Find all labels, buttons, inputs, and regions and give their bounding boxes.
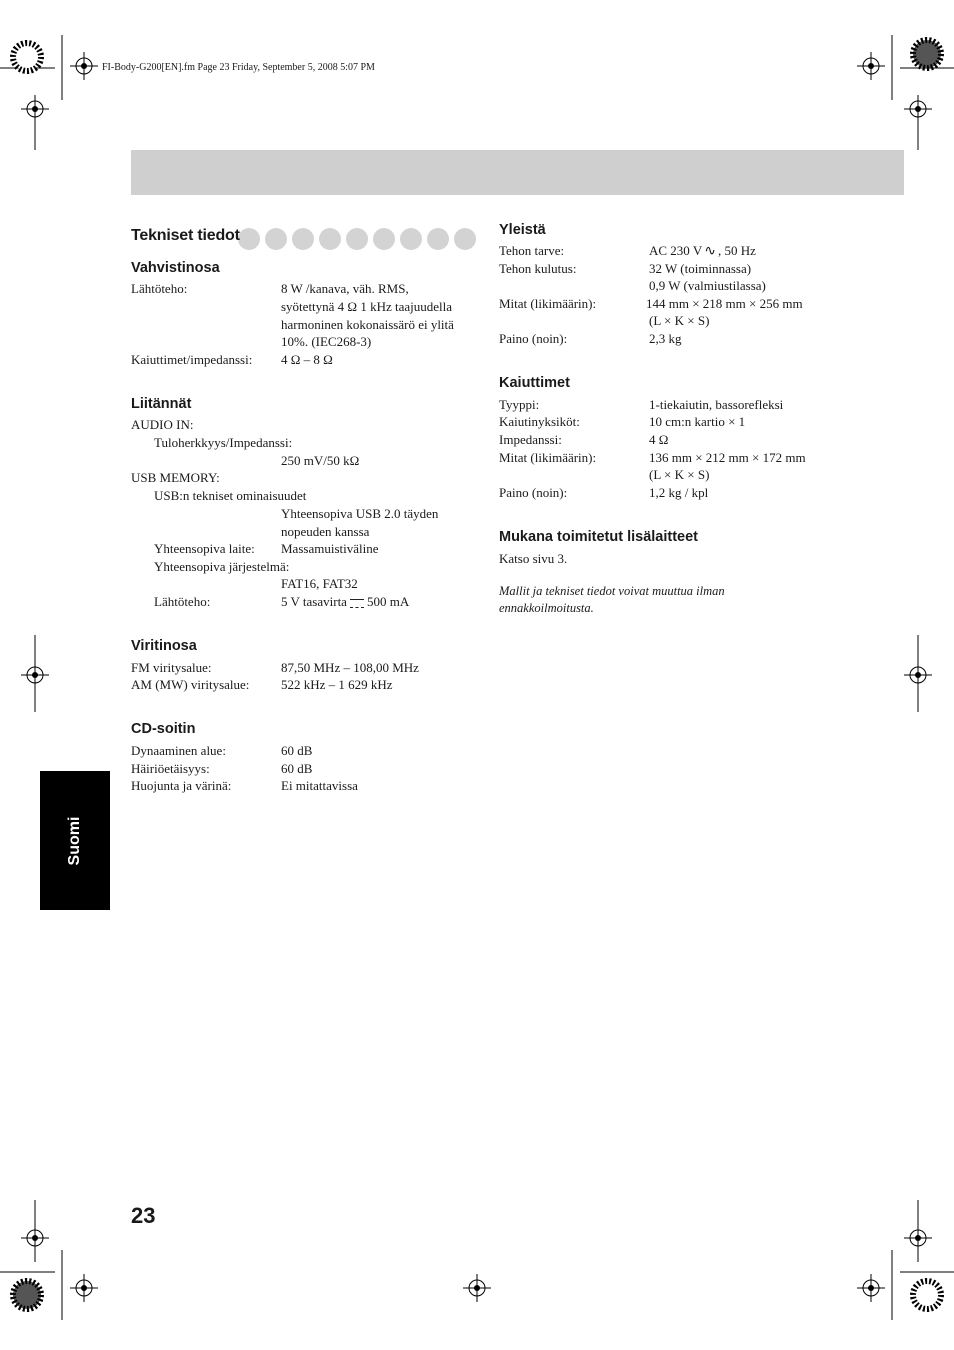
decor-dot [292,228,314,250]
header-band [131,150,904,195]
spec-value: 136 mm × 212 mm × 172 mm [649,450,806,465]
spec-value: 4 Ω [649,432,669,447]
spec-value: 32 W (toiminnassa) [649,261,752,276]
power-value-b: , 50 Hz [717,243,756,258]
heading-cd: CD-soitin [131,721,196,737]
spec-value: syötettynä 4 Ω 1 kHz taajuudella [281,299,453,314]
usb-spec-label: USB:n tekniset ominaisuudet [154,488,307,503]
spec-value: 10 cm:n kartio × 1 [649,414,746,429]
spec-label: Impedanssi: [499,432,562,447]
spec-label: Mitat (likimäärin): [499,296,597,311]
page-number: 23 [131,1203,156,1228]
tulo-value: 250 mV/50 kΩ [281,453,360,468]
usb-spec-value: nopeuden kanssa [281,524,370,539]
audio-in-label: AUDIO IN: [131,417,194,432]
note-line: ennakkoilmoitusta. [499,600,594,615]
fs-value: FAT16, FAT32 [281,576,358,591]
disclaimer-note [499,583,799,616]
spec-value: 87,50 MHz – 108,00 MHz [281,660,419,675]
spec-value: 1,2 kg / kpl [649,485,709,500]
spec-label: Paino (noin): [499,331,568,346]
decor-dot [346,228,368,250]
out-value [281,593,409,611]
language-tab-label: Suomi [66,816,83,865]
heading-mukana: Mukana toimitetut lisälaitteet [499,529,699,545]
spec-label: Kaiuttimet/impedanssi: [131,352,253,367]
spec-value: (L × K × S) [649,467,710,482]
spec-label: AM (MW) viritysalue: [131,677,250,692]
spec-value: 144 mm × 218 mm × 256 mm [646,296,803,311]
spec-value: Ei mitattavissa [281,778,358,793]
power-value-a: AC 230 V [649,243,703,258]
device-label: Yhteensopiva laite: [154,541,255,556]
out-value-a: 5 V tasavirta [281,594,347,609]
file-info-header: FI-Body-G200[EN].fm Page 23 Friday, September 5, 2008 5:07 PM [102,62,375,73]
spec-label: Huojunta ja värinä: [131,778,232,793]
spec-value: (L × K × S) [649,313,710,328]
ac-symbol-icon: ∿ [704,244,716,259]
spec-label: Häiriöetäisyys: [131,761,210,776]
spec-label: Tehon tarve: [499,243,565,258]
spec-value: harmoninen kokonaissärö ei ylitä [281,317,454,332]
heading-viritinosa: Viritinosa [131,638,197,654]
decor-dot [265,228,287,250]
spec-value: 1-tiekaiutin, bassorefleksi [649,397,784,412]
spec-value: 10%. (IEC268-3) [281,334,372,349]
decor-dot [427,228,449,250]
spec-label: Mitat (likimäärin): [499,450,597,465]
decor-dot [400,228,422,250]
heading-liitannat: Liitännät [131,396,192,412]
mukana-text: Katso sivu 3. [499,551,568,566]
out-value-b: 500 mA [366,594,410,609]
page-title: Tekniset tiedot [131,227,240,244]
heading-vahvistinosa: Vahvistinosa [131,260,220,276]
device-value: Massamuistiväline [281,541,379,556]
title-dots [238,228,476,250]
spec-label: Kaiutinyksiköt: [499,414,580,429]
spec-value: 60 dB [281,743,313,758]
dc-symbol-icon [350,599,364,608]
spec-value: 8 W /kanava, väh. RMS, [281,281,409,296]
fs-label: Yhteensopiva järjestelmä: [154,559,290,574]
spec-label: Tyyppi: [499,397,540,412]
spec-value: 4 Ω – 8 Ω [281,352,333,367]
heading-kaiuttimet: Kaiuttimet [499,375,570,391]
title-row [131,227,240,245]
spec-label: Dynaaminen alue: [131,743,226,758]
spec-label: Lähtöteho: [131,281,188,296]
spec-label: Paino (noin): [499,485,568,500]
out-label: Lähtöteho: [154,594,211,609]
spec-label: FM viritysalue: [131,660,212,675]
spec-value [649,242,756,261]
decor-dot [454,228,476,250]
spec-value: 0,9 W (valmiustilassa) [649,278,766,293]
decor-dot [373,228,395,250]
spec-value: 60 dB [281,761,313,776]
spec-label: Tehon kulutus: [499,261,577,276]
spec-value: 2,3 kg [649,331,682,346]
note-line: Mallit ja tekniset tiedot voivat muuttua ilman [499,584,725,598]
decor-dot [238,228,260,250]
decor-dot [319,228,341,250]
language-tab [40,771,110,910]
spec-value: 522 kHz – 1 629 kHz [281,677,393,692]
usb-label: USB MEMORY: [131,470,220,485]
heading-yleista: Yleistä [499,222,546,238]
tulo-label: Tuloherkkyys/Impedanssi: [154,435,293,450]
usb-spec-value: Yhteensopiva USB 2.0 täyden [281,506,439,521]
